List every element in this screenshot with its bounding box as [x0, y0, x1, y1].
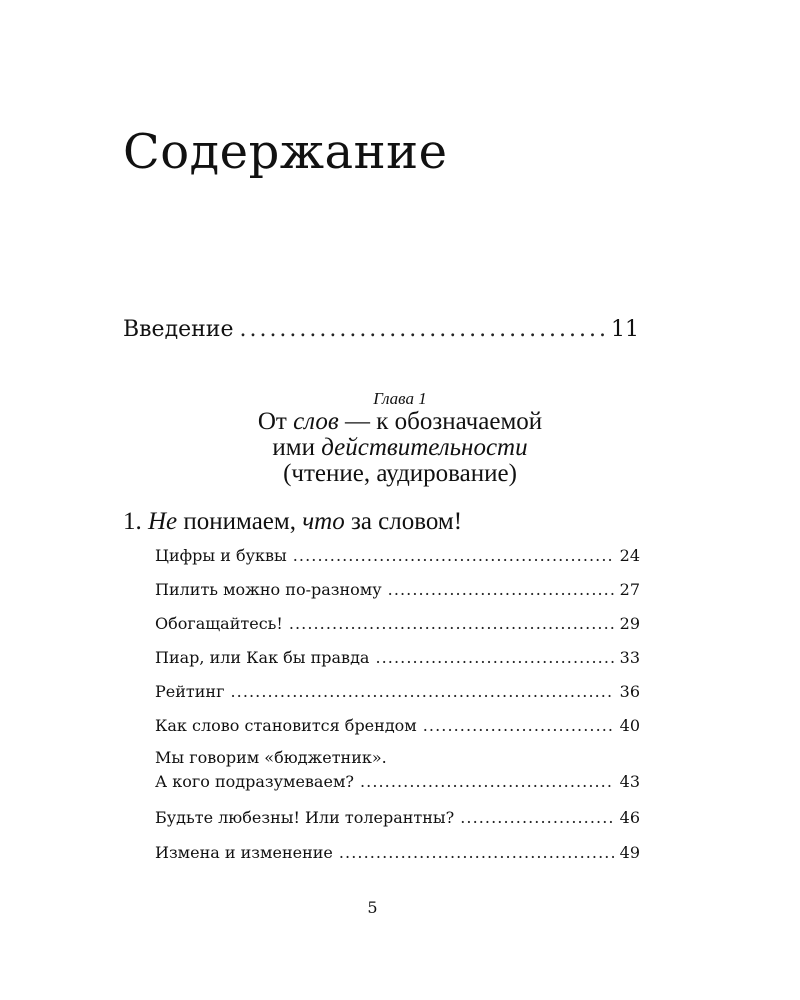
- toc-entry[interactable]: [155, 614, 640, 634]
- dot-leader: [423, 716, 614, 736]
- toc-entry[interactable]: [155, 682, 640, 702]
- dot-leader: [293, 546, 614, 566]
- toc-entry[interactable]: [155, 580, 640, 600]
- toc-entry-page: 49: [619, 843, 640, 862]
- toc-entry-label: Пилить можно по-разному: [155, 580, 382, 599]
- toc-entry-intro[interactable]: [123, 317, 639, 342]
- toc-entry-label: Измена и изменение: [155, 843, 333, 862]
- toc-entry-page: 24: [619, 546, 640, 565]
- toc-entry[interactable]: [155, 843, 640, 863]
- toc-entry-page: 11: [611, 317, 639, 342]
- dot-leader: [339, 843, 614, 863]
- chapter-label: Глава 1: [373, 389, 427, 408]
- dot-leader: [239, 317, 605, 342]
- chapter-title-line-1: От слов — к обозначаемой: [257, 408, 543, 435]
- toc-entry-page: 36: [619, 682, 640, 701]
- page-number: 5: [367, 898, 378, 917]
- toc-entry[interactable]: [155, 546, 640, 566]
- dot-leader: [460, 808, 613, 828]
- toc-entry-label: Пиар, или Как бы правда: [155, 648, 370, 667]
- toc-entry[interactable]: [155, 648, 640, 668]
- toc-entry-label: Будьте любезны! Или толерантны?: [155, 808, 455, 827]
- page-title: Содержание: [123, 124, 448, 180]
- section-heading[interactable]: 1. Не понимаем, что за словом!: [123, 508, 463, 535]
- toc-entry-label: Обогащайтесь!: [155, 614, 283, 633]
- chapter-title-line-2: ими действительности: [272, 434, 528, 461]
- toc-entry-multiline[interactable]: [155, 746, 640, 794]
- dot-leader: [230, 682, 613, 702]
- toc-entry-row: [155, 770, 640, 794]
- toc-entry-page: 40: [619, 716, 640, 735]
- toc-entry-label: Как слово становится брендом: [155, 716, 417, 735]
- toc-entry-page: 27: [619, 580, 640, 599]
- toc-entry[interactable]: [155, 808, 640, 828]
- dot-leader: [289, 614, 614, 634]
- toc-entry-label: Цифры и буквы: [155, 546, 287, 565]
- toc-entry[interactable]: [155, 716, 640, 736]
- chapter-heading: [160, 389, 640, 487]
- dot-leader: [360, 770, 614, 794]
- chapter-title-line-3: (чтение, аудирование): [283, 460, 517, 487]
- toc-entry-page: 33: [619, 648, 640, 667]
- toc-entry-label-line-1: Мы говорим «бюджетник».: [155, 748, 387, 767]
- toc-entry-label: Рейтинг: [155, 682, 225, 701]
- dot-leader: [388, 580, 614, 600]
- toc-entry-page: 29: [619, 614, 640, 633]
- toc-entry-label: Введение: [123, 317, 234, 342]
- toc-entry-label-line-2: А кого подразумеваем?: [155, 772, 354, 791]
- dot-leader: [375, 648, 613, 668]
- toc-entry-page: 46: [619, 808, 640, 827]
- toc-entry-page: 43: [619, 772, 640, 791]
